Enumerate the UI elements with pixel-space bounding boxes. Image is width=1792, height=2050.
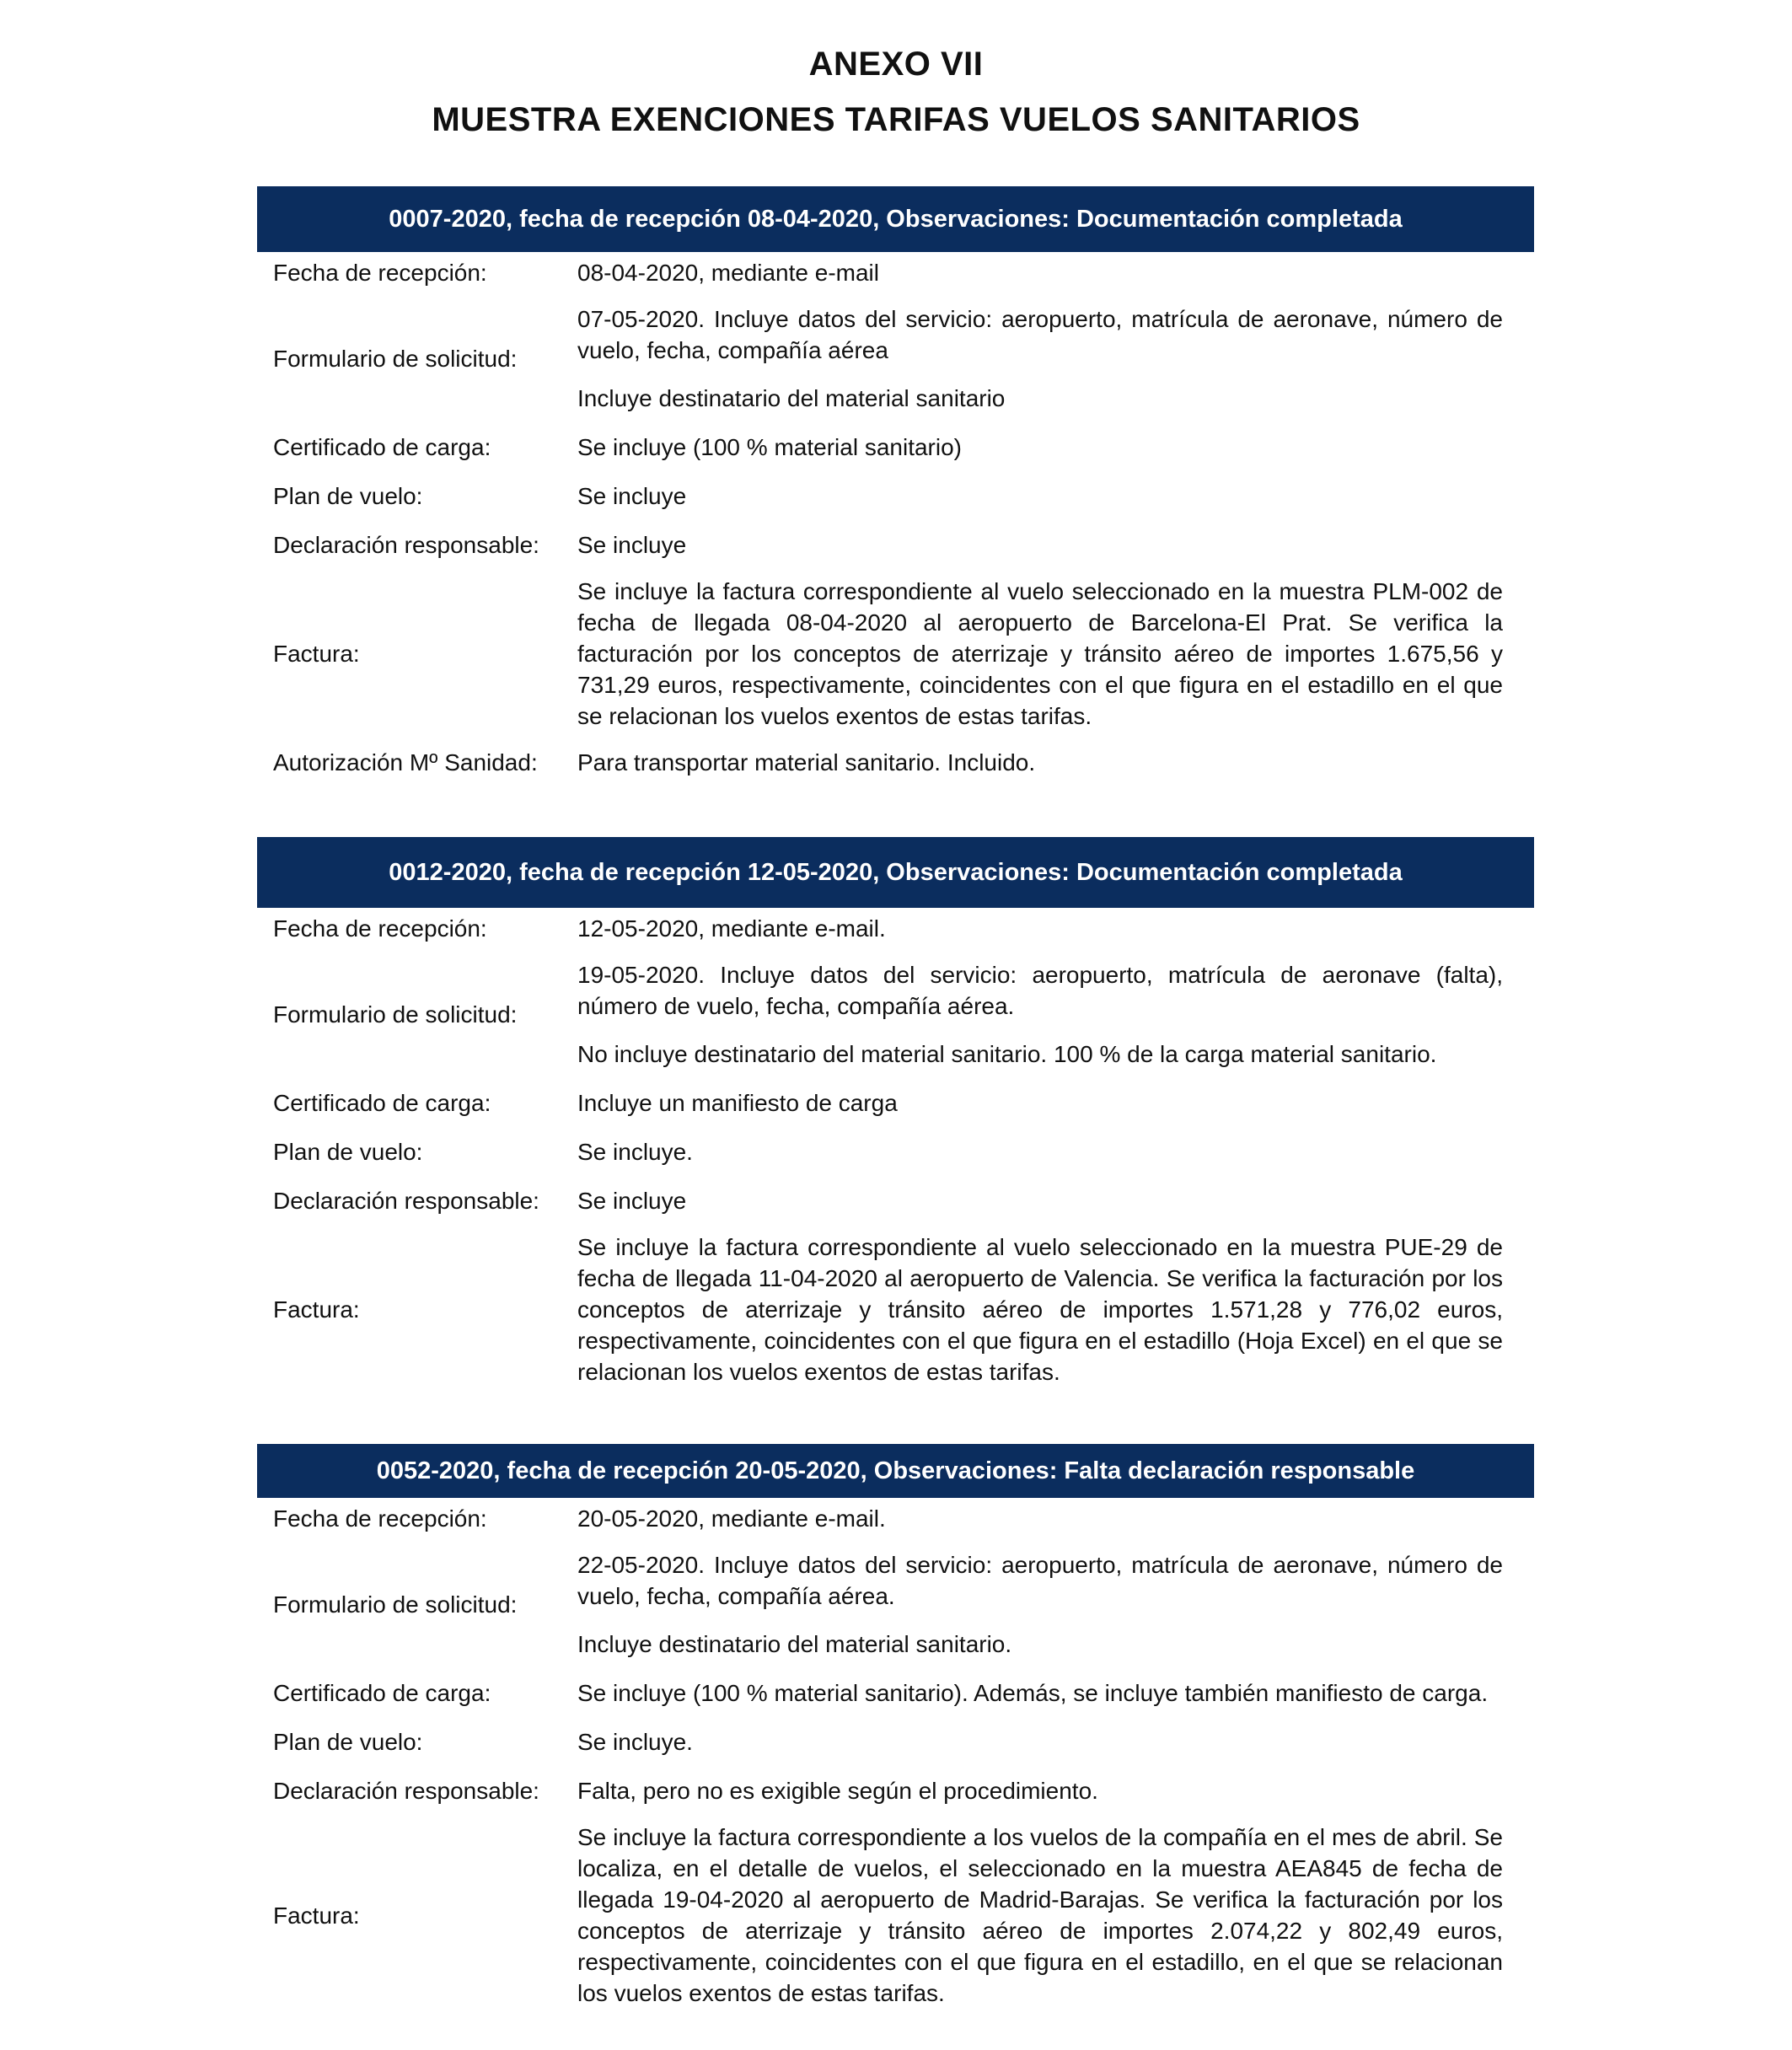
field-label: Factura: (273, 641, 360, 667)
field-label: Certificado de carga: (273, 434, 491, 460)
row-autorizacion-sanidad (257, 747, 1534, 778)
field-value: Para transportar material sanitario. Incluido. (577, 749, 1036, 775)
row-declaracion-responsable (257, 529, 1534, 561)
section-0012-2020 (257, 837, 1534, 1387)
field-value (577, 1549, 1503, 1660)
row-declaracion-responsable (257, 1775, 1534, 1806)
row-fecha-recepcion (257, 257, 1534, 288)
field-value (577, 303, 1503, 414)
section-0052-2020 (257, 1444, 1534, 2009)
field-value-paragraph: 19-05-2020. Incluye datos del servicio: aeropuerto, matrícula de aeronave (falta), número de vuelo, fecha, compañía aérea. (577, 962, 1503, 1019)
field-value: Se incluye la factura correspondiente al vuelo seleccionado en la muestra PUE-29 de fecha de llegada 11-04-2020 al aeropuerto de Valencia. Se verifica la facturación por los conceptos de aterrizaje y tránsito aéreo de importes 1.571,28 y 776,02 euros, respectivamente, coincidentes con el que figura en el estadillo (Hoja Excel) en el que se relacionan los vuelos exentos de estas tarifas. (577, 1234, 1503, 1385)
field-value: Se incluye la factura correspondiente a los vuelos de la compañía en el mes de abril. Se localiza, en el detalle de vuelos, el seleccionado en la muestra AEA845 de fecha de llegada 19-04-2020 al aeropuerto de Madrid-Barajas. Se verifica la facturación por los conceptos de aterrizaje y tránsito aéreo de importes 2.074,22 y 802,49 euros, respectivamente, coincidentes con el que figura en el estadillo, en el que se relacionan los vuelos exentos de estas tarifas. (577, 1824, 1503, 2006)
row-fecha-recepcion (257, 913, 1534, 944)
field-label: Declaración responsable: (273, 532, 539, 558)
main-title: MUESTRA EXENCIONES TARIFAS VUELOS SANITARIOS (432, 101, 1360, 138)
row-factura (257, 1822, 1534, 2009)
row-fecha-recepcion (257, 1503, 1534, 1534)
field-value-paragraph: 07-05-2020. Incluye datos del servicio: aeropuerto, matrícula de aeronave, número de vuelo, fecha, compañía aérea (577, 306, 1503, 363)
field-label: Fecha de recepción: (273, 260, 487, 286)
field-label: Declaración responsable: (273, 1778, 539, 1804)
row-certificado-carga (257, 1087, 1534, 1119)
field-label: Autorización Mº Sanidad: (273, 749, 538, 775)
field-label: Fecha de recepción: (273, 915, 487, 942)
field-value-paragraph: Incluye destinatario del material sanitario (577, 385, 1006, 411)
section-header: 0007-2020, fecha de recepción 08-04-2020, Observaciones: Documentación completada (257, 186, 1534, 252)
field-value: 08-04-2020, mediante e-mail (577, 260, 879, 286)
row-factura (257, 576, 1534, 732)
field-value: 12-05-2020, mediante e-mail. (577, 915, 886, 942)
field-value: Se incluye (577, 532, 687, 558)
annex-title: ANEXO VII (808, 46, 984, 83)
section-0007-2020 (257, 186, 1534, 778)
field-label: Certificado de carga: (273, 1680, 491, 1706)
field-value (577, 959, 1503, 1070)
field-value-paragraph: Incluye destinatario del material sanitario. (577, 1631, 1012, 1657)
row-plan-vuelo (257, 480, 1534, 512)
field-label: Formulario de solicitud: (273, 346, 518, 372)
field-label: Plan de vuelo: (273, 1139, 423, 1165)
field-value: Falta, pero no es exigible según el procedimiento. (577, 1778, 1098, 1804)
row-formulario-solicitud (257, 959, 1534, 1070)
field-label: Plan de vuelo: (273, 483, 423, 509)
field-value: Se incluye (577, 483, 687, 509)
row-certificado-carga (257, 1677, 1534, 1709)
field-value: Incluye un manifiesto de carga (577, 1090, 898, 1116)
field-label: Factura: (273, 1902, 360, 1929)
field-value: 20-05-2020, mediante e-mail. (577, 1505, 886, 1532)
field-value: Se incluye. (577, 1139, 693, 1165)
row-certificado-carga (257, 432, 1534, 463)
field-value: Se incluye (100 % material sanitario). Además, se incluye también manifiesto de carga. (577, 1680, 1489, 1706)
field-value: Se incluye la factura correspondiente al vuelo seleccionado en la muestra PLM-002 de fecha de llegada 08-04-2020 al aeropuerto de Barcelona-El Prat. Se verifica la facturación por los conceptos de aterrizaje y tránsito aéreo de importes 1.675,56 y 731,29 euros, respectivamente, coincidentes con el que figura en el estadillo en el que se relacionan los vuelos exentos de estas tarifas. (577, 578, 1503, 729)
field-value: Se incluye. (577, 1729, 693, 1755)
row-formulario-solicitud (257, 1549, 1534, 1660)
field-value-paragraph: No incluye destinatario del material sanitario. 100 % de la carga material sanitario. (577, 1041, 1437, 1067)
field-value-paragraph: 22-05-2020. Incluye datos del servicio: aeropuerto, matrícula de aeronave, número de vuelo, fecha, compañía aérea. (577, 1552, 1503, 1609)
row-plan-vuelo (257, 1726, 1534, 1758)
section-header: 0052-2020, fecha de recepción 20-05-2020, Observaciones: Falta declaración responsable (257, 1444, 1534, 1498)
field-label: Declaración responsable: (273, 1188, 539, 1214)
field-label: Certificado de carga: (273, 1090, 491, 1116)
row-declaracion-responsable (257, 1185, 1534, 1216)
row-factura (257, 1232, 1534, 1387)
field-label: Formulario de solicitud: (273, 1591, 518, 1618)
section-header: 0012-2020, fecha de recepción 12-05-2020, Observaciones: Documentación completada (257, 837, 1534, 908)
field-value: Se incluye (100 % material sanitario) (577, 434, 962, 460)
row-formulario-solicitud (257, 303, 1534, 414)
field-label: Factura: (273, 1296, 360, 1323)
row-plan-vuelo (257, 1136, 1534, 1167)
field-label: Formulario de solicitud: (273, 1001, 518, 1028)
field-label: Fecha de recepción: (273, 1505, 487, 1532)
field-value: Se incluye (577, 1188, 687, 1214)
field-label: Plan de vuelo: (273, 1729, 423, 1755)
